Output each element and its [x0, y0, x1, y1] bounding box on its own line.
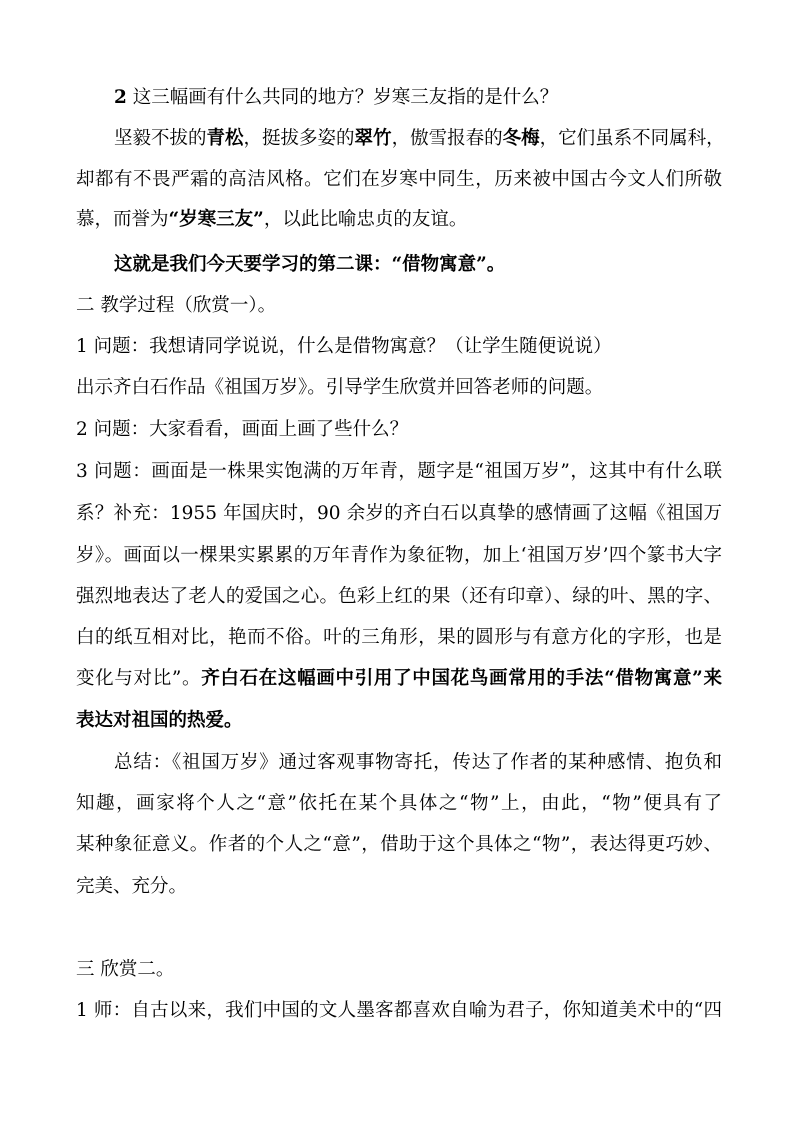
question-number: 2	[114, 87, 127, 108]
bold-term: 冬梅	[502, 128, 540, 149]
paragraph-line: 表达对祖国的热爱。	[76, 710, 243, 731]
section-heading: 三 欣赏二。	[76, 959, 175, 980]
summary-line: 完美、充分。	[76, 876, 188, 897]
text-run: 变化与对比”。	[76, 668, 202, 689]
question-2b: 2 问题：大家看看，画面上画了些什么？	[76, 419, 409, 440]
text-run: 慕，而誉为	[76, 209, 169, 230]
text-run: ，它们虽系不同属科，	[539, 128, 725, 149]
section-heading: 二 教学过程（欣赏一）。	[76, 295, 277, 316]
question-2	[114, 86, 760, 110]
paragraph-line: 强烈地表达了老人的爱国之心。色彩上红的果（还有印章）、绿的叶、黑的字、	[76, 586, 722, 607]
text-run: ，以此比喻忠贞的友谊。	[263, 209, 468, 230]
summary-line: 总结：《祖国万岁》通过客观事物寄托，传达了作者的某种感情、抱负和	[114, 752, 722, 773]
text-run: ，傲雪报春的	[391, 128, 503, 149]
summary-line: 某种象征意义。作者的个人之“意”，借助于这个具体之“物”，表达得更巧妙、	[76, 834, 722, 855]
lesson-heading: 这就是我们今天要学习的第二课：“借物寓意”。	[114, 254, 506, 275]
instruction-line: 出示齐白石作品《祖国万岁》。引导学生欣赏并回答老师的问题。	[76, 377, 604, 398]
question-1: 1 问题：我想请同学说说，什么是借物寓意？（让学生随便说说）	[76, 336, 612, 357]
paragraph-line: 3 问题：画面是一株果实饱满的万年青，题字是“祖国万岁”，这其中有什么联	[76, 461, 722, 482]
paragraph-line	[114, 127, 725, 151]
paragraph-line	[76, 667, 722, 691]
bold-sentence: 齐白石在这幅画中引用了中国花鸟画常用的手法“借物寓意”来	[201, 668, 722, 689]
paragraph-line: 岁》。画面以一棵果实累累的万年青作为象征物，加上‘祖国万岁’四个篆书大字	[76, 545, 722, 566]
bold-term: “岁寒三友”	[168, 209, 264, 230]
paragraph-line: 系？补充：1955 年国庆时，90 余岁的齐白石以真挚的感情画了这幅《祖国万	[76, 503, 722, 524]
text-run: 坚毅不拔的	[114, 128, 207, 149]
paragraph-line: 却都有不畏严霜的高洁风格。它们在岁寒中同生，历来被中国古今文人们所敬	[76, 169, 722, 190]
question-text: 这三幅画有什么共同的地方？岁寒三友指的是什么？	[126, 87, 559, 108]
summary-line: 知趣，画家将个人之“意”依托在某个具体之“物”上，由此，“物”便具有了	[76, 793, 722, 814]
text-run: ，挺拔多姿的	[243, 128, 355, 149]
bold-term: 青松	[206, 128, 244, 149]
bold-term: 翠竹	[354, 128, 392, 149]
teacher-line: 1 师：自古以来，我们中国的文人墨客都喜欢自喻为君子，你知道美术中的“四	[76, 1000, 722, 1021]
paragraph-line	[76, 208, 722, 232]
paragraph-line: 白的纸互相对比，艳而不俗。叶的三角形，果的圆形与有意方化的字形，也是	[76, 627, 722, 648]
